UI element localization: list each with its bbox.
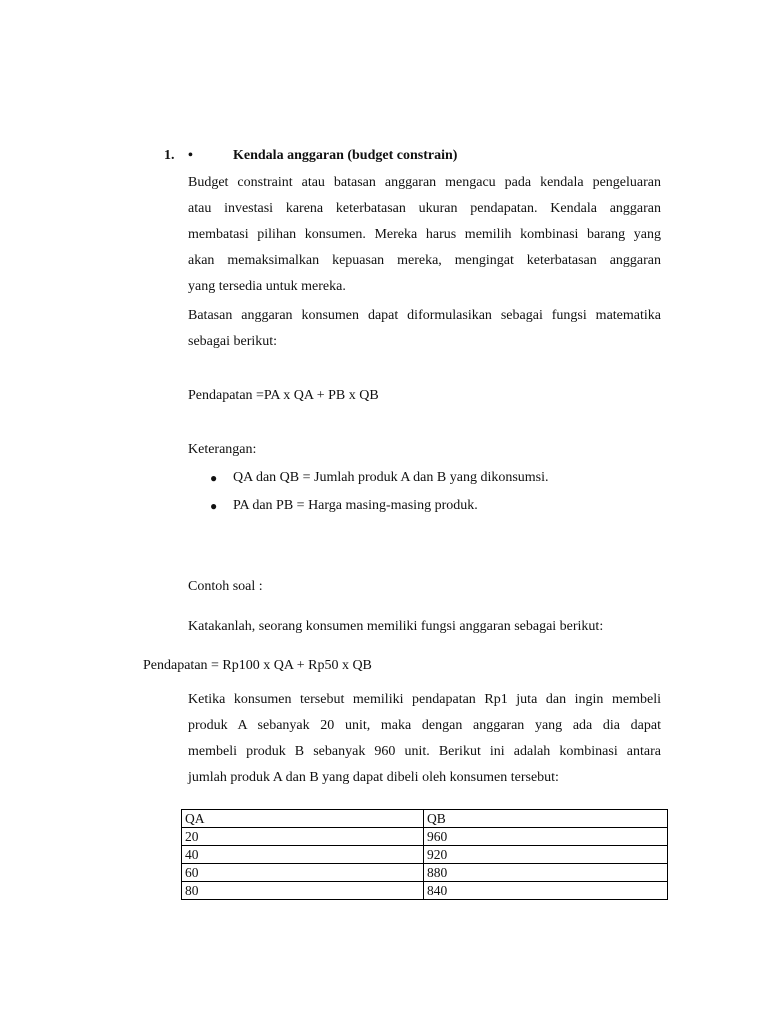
- paragraph-budget-constraint: [188, 170, 661, 300]
- paragraph-line: jumlah produk A dan B yang dapat dibeli oleh konsumen tersebut:: [188, 770, 559, 785]
- table-cell: 880: [424, 864, 668, 882]
- contoh-label: Contoh soal :: [188, 579, 263, 594]
- bullet-icon: ●: [210, 499, 218, 513]
- paragraph-line: atau investasi karena keterbatasan ukuran pendapatan. Kendala anggaran: [188, 201, 661, 216]
- paragraph-line: akan memaksimalkan kepuasan mereka, mengingat keterbatasan anggaran: [188, 253, 661, 268]
- keterangan-label: Keterangan:: [188, 442, 257, 457]
- paragraph-line: produk A sebanyak 20 unit, maka dengan anggaran yang ada dia dapat: [188, 718, 661, 733]
- bullet-icon: ●: [210, 471, 218, 485]
- paragraph-line: Budget constraint atau batasan anggaran mengacu pada kendala pengeluaran: [188, 175, 661, 190]
- paragraph-formulation: [188, 303, 661, 355]
- table-cell: 40: [182, 846, 424, 864]
- section-heading: Kendala anggaran (budget constrain): [233, 148, 458, 163]
- table-cell: 960: [424, 828, 668, 846]
- table-cell: 80: [182, 882, 424, 900]
- table-cell: 20: [182, 828, 424, 846]
- table-header-cell: QA: [182, 810, 424, 828]
- keterangan-item: PA dan PB = Harga masing-masing produk.: [233, 498, 478, 513]
- paragraph-line: Ketika konsumen tersebut memiliki pendapatan Rp1 juta dan ingin membeli: [188, 692, 661, 707]
- paragraph-line: Batasan anggaran konsumen dapat diformulasikan sebagai fungsi matematika: [188, 308, 661, 323]
- list-number: 1.: [164, 148, 175, 163]
- paragraph-line: membeli produk B sebanyak 960 unit. Berikut ini adalah kombinasi antara: [188, 744, 661, 759]
- table-row: [182, 882, 668, 900]
- paragraph-line: yang tersedia untuk mereka.: [188, 279, 346, 294]
- table-cell: 60: [182, 864, 424, 882]
- heading-bullet: •: [188, 148, 193, 163]
- table-cell: 920: [424, 846, 668, 864]
- table-row: [182, 864, 668, 882]
- contoh-intro: Katakanlah, seorang konsumen memiliki fungsi anggaran sebagai berikut:: [188, 619, 604, 634]
- table-row: [182, 846, 668, 864]
- paragraph-line: membatasi pilihan konsumen. Mereka harus memilih kombinasi barang yang: [188, 227, 661, 242]
- budget-formula: Pendapatan =PA x QA + PB x QB: [188, 388, 379, 403]
- paragraph-contoh: [188, 687, 661, 791]
- paragraph-line: sebagai berikut:: [188, 334, 278, 349]
- table-header-row: [182, 810, 668, 828]
- keterangan-item: QA dan QB = Jumlah produk A dan B yang dikonsumsi.: [233, 470, 549, 485]
- qa-qb-table: [181, 809, 668, 900]
- table-row: [182, 828, 668, 846]
- table-header-cell: QB: [424, 810, 668, 828]
- contoh-formula: Pendapatan = Rp100 x QA + Rp50 x QB: [143, 658, 372, 673]
- table-cell: 840: [424, 882, 668, 900]
